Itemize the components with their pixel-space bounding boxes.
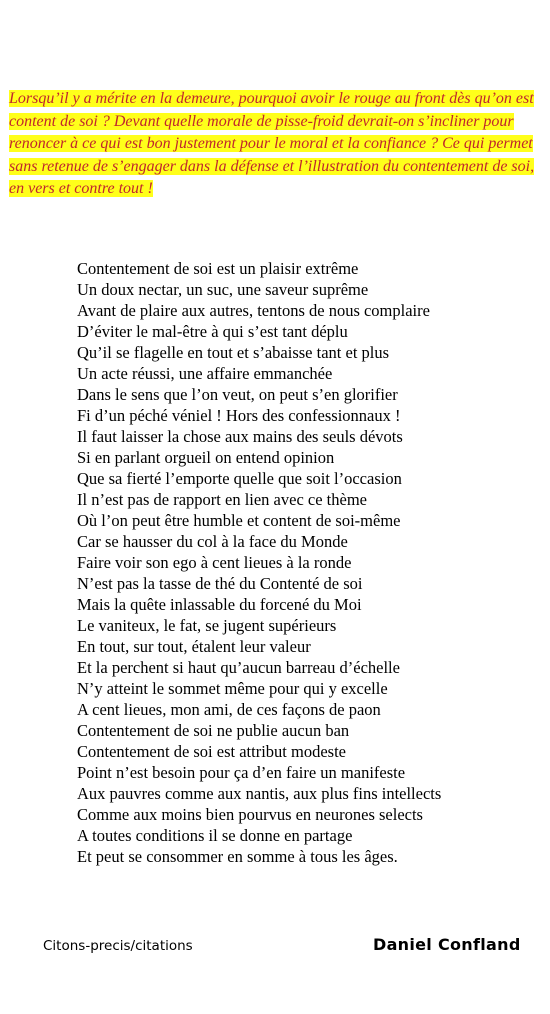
poem-line: Comme aux moins bien pourvus en neurones selects	[77, 805, 423, 824]
poem-line: Faire voir son ego à cent lieues à la ronde	[77, 553, 352, 572]
poem-line: Et la perchent si haut qu’aucun barreau d’échelle	[77, 658, 400, 677]
poem-line: Et peut se consommer en somme à tous les âges.	[77, 847, 398, 866]
poem-line: A cent lieues, mon ami, de ces façons de paon	[77, 700, 381, 719]
poem-line: Le vaniteux, le fat, se jugent supérieurs	[77, 616, 337, 635]
poem-line: Dans le sens que l’on veut, on peut s’en glorifier	[77, 385, 398, 404]
poem-line: Qu’il se flagelle en tout et s’abaisse tant et plus	[77, 343, 390, 362]
poem-line: En tout, sur tout, étalent leur valeur	[77, 637, 311, 656]
poem-line: Contentement de soi est attribut modeste	[77, 742, 346, 761]
author-name: Daniel Confland	[373, 935, 521, 954]
poem-line: Que sa fierté l’emporte quelle que soit l’occasion	[77, 469, 402, 488]
poem-line: Il n’est pas de rapport en lien avec ce thème	[77, 490, 367, 509]
intro-highlighted-text: Lorsqu’il y a mérite en la demeure, pourquoi avoir le rouge au front dès qu’on est content de soi ? Devant quelle morale de pisse-froid devrait-on s’incliner pour renoncer à ce qui est bon justement pour le moral et la confiance ? Ce qui permet sans retenue de s’engager dans la défense et l’illustration du contentement de soi, en vers et contre tout !	[9, 90, 535, 198]
poem-line: Aux pauvres comme aux nantis, aux plus fins intellects	[77, 784, 442, 803]
poem-line: Un acte réussi, une affaire emmanchée	[77, 364, 333, 383]
poem-line: Si en parlant orgueil on entend opinion	[77, 448, 335, 467]
poem-line: Il faut laisser la chose aux mains des seuls dévots	[77, 427, 403, 446]
poem-line: Avant de plaire aux autres, tentons de nous complaire	[77, 301, 430, 320]
poem-line: Mais la quête inlassable du forcené du Moi	[77, 595, 362, 614]
intro-paragraph	[9, 88, 545, 201]
poem-line: Fi d’un péché véniel ! Hors des confessionnaux !	[77, 406, 401, 425]
poem-line: Contentement de soi ne publie aucun ban	[77, 721, 350, 740]
poem-line: N’y atteint le sommet même pour qui y excelle	[77, 679, 388, 698]
poem-line: Car se hausser du col à la face du Monde	[77, 532, 348, 551]
poem-line: A toutes conditions il se donne en partage	[77, 826, 353, 845]
poem-line: Où l’on peut être humble et content de soi-même	[77, 511, 401, 530]
source-credit: Citons-precis/citations	[43, 938, 193, 954]
poem-line: D’éviter le mal-être à qui s’est tant déplu	[77, 322, 348, 341]
poem	[77, 258, 537, 867]
poem-line: N’est pas la tasse de thé du Contenté de soi	[77, 574, 363, 593]
poem-line: Point n’est besoin pour ça d’en faire un manifeste	[77, 763, 406, 782]
poem-line: Contentement de soi est un plaisir extrême	[77, 259, 359, 278]
poem-line: Un doux nectar, un suc, une saveur suprême	[77, 280, 369, 299]
